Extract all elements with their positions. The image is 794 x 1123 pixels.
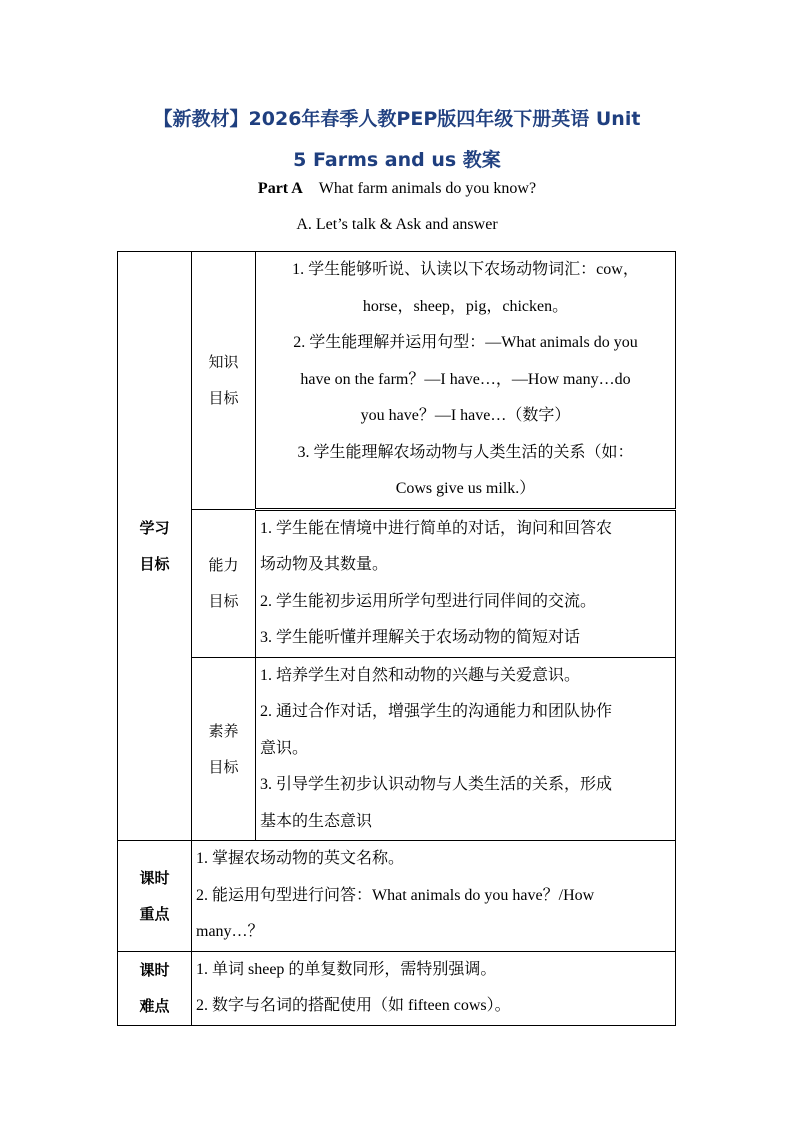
ability-content: 1. 学生能在情境中进行简单的对话，询问和回答农 场动物及其数量。 2. 学生能初步运用所学句型进行同伴间的交流。 3. 学生能听懂并理解关于农场动物的简短对话 (256, 509, 676, 657)
knowledge-content: 1. 学生能够听说、认读以下农场动物词汇：cow， horse，sheep，pig，chicken。 2. 学生能理解并运用句型：—What animals do you have on the farm？—I have…，—How many…do you have？—I have…（数字） 3. 学生能理解农场动物与人类生活的关系（如： Cows give us milk.） (256, 252, 676, 510)
literacy-label: 素养 目标 (192, 657, 256, 841)
table-row-difficulties (118, 951, 676, 1025)
knowledge-label: 知识 目标 (192, 252, 256, 510)
document-title-line2: 5 Farms and us 教案 (293, 149, 501, 171)
literacy-content: 1. 培养学生对自然和动物的兴趣与关爱意识。 2. 通过合作对话，增强学生的沟通能力和团队协作 意识。 3. 引导学生初步认识动物与人类生活的关系，形成 基本的生态意识 (256, 657, 676, 841)
difficulties-header: 课时 难点 (118, 951, 192, 1025)
section-title: A. Let’s talk & Ask and answer (296, 216, 498, 233)
table-row-key-points (118, 841, 676, 952)
part-heading (112, 180, 682, 198)
lesson-plan-table (117, 251, 676, 1026)
table-row-knowledge (118, 252, 676, 510)
table-row-ability (118, 509, 676, 657)
key-points-content: 1. 掌握农场动物的英文名称。 2. 能运用句型进行问答：What animals do you have？/How many…？ (192, 841, 676, 952)
document-title-line1: 【新教材】2026年春季人教PEP版四年级下册英语 Unit (153, 108, 641, 130)
table-row-literacy (118, 657, 676, 841)
ability-label: 能力 目标 (192, 509, 256, 657)
objectives-header: 学习 目标 (118, 252, 192, 841)
key-points-header: 课时 重点 (118, 841, 192, 952)
part-question: What farm animals do you know? (318, 180, 537, 197)
part-label: Part A (257, 180, 303, 197)
difficulties-content: 1. 单词 sheep 的单复数同形，需特别强调。 2. 数字与名词的搭配使用（如 fifteen cows）。 (192, 951, 676, 1025)
